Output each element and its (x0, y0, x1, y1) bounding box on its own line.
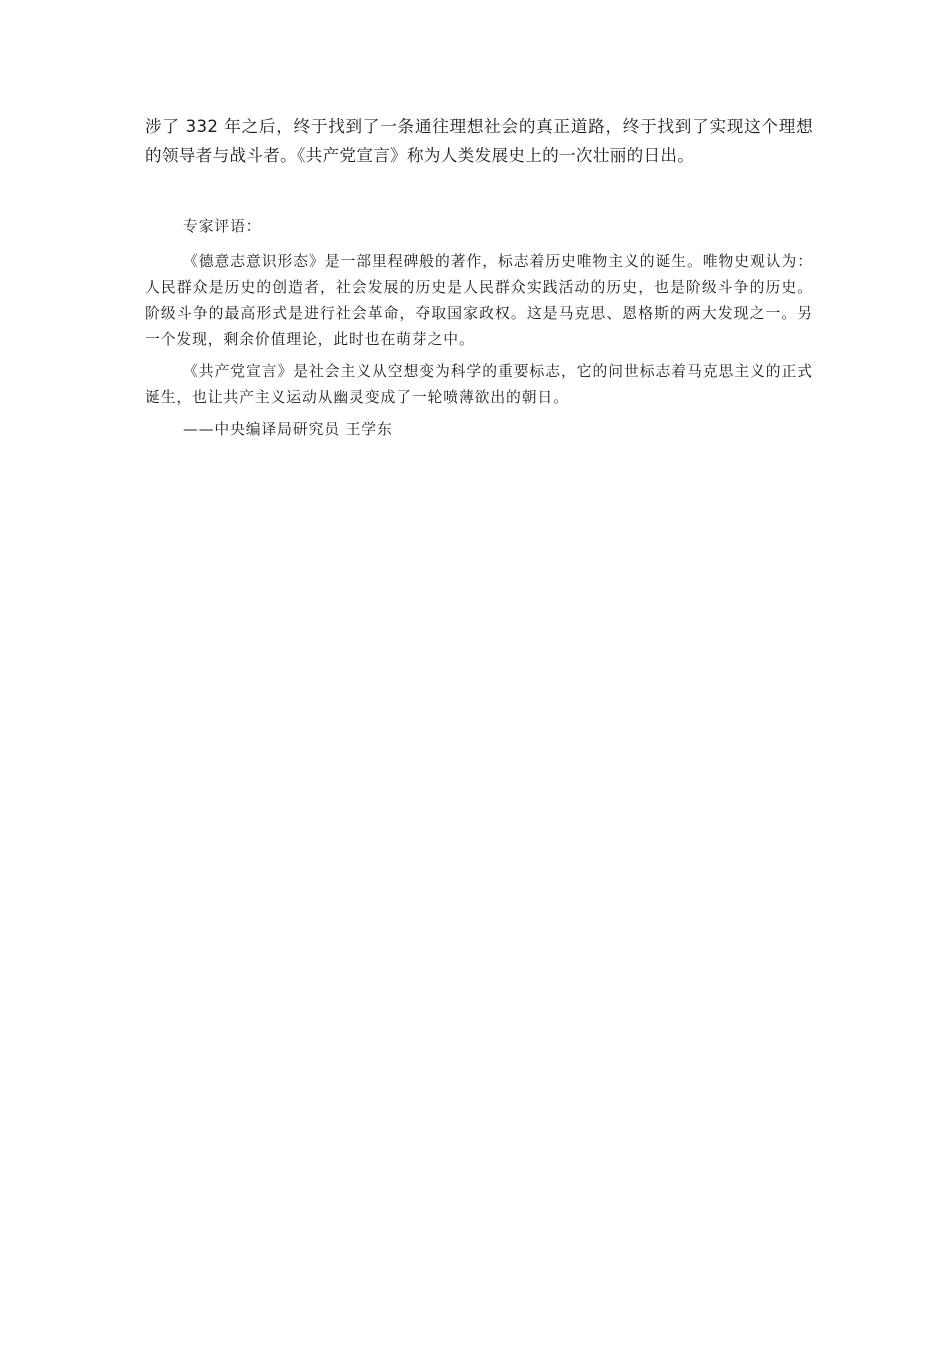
expert-comment-section (145, 214, 813, 443)
expert-signature: ——中央编译局研究员 王学东 (183, 421, 393, 438)
expert-comment-heading: 专家评语： (183, 218, 262, 235)
intro-paragraph: 涉了 332 年之后，终于找到了一条通往理想社会的真正道路，终于找到了实现这个理想的领导者与战斗者。《共产党宣言》称为人类发展史上的一次壮丽的日出。 (145, 117, 813, 165)
expert-comment-paragraph: 《德意志意识形态》是一部里程碑般的著作，标志着历史唯物主义的诞生。唯物史观认为：人民群众是历史的创造者，社会发展的历史是人民群众实践活动的历史，也是阶级斗争的历史。阶级斗争的最高形式是进行社会革命，夺取国家政权。这是马克思、恩格斯的两大发现之一。另一个发现，剩余价值理论，此时也在萌芽之中。 (145, 253, 813, 348)
expert-comment-paragraph: 《共产党宣言》是社会主义从空想变为科学的重要标志，它的问世标志着马克思主义的正式诞生，也让共产主义运动从幽灵变成了一轮喷薄欲出的朝日。 (145, 363, 813, 406)
